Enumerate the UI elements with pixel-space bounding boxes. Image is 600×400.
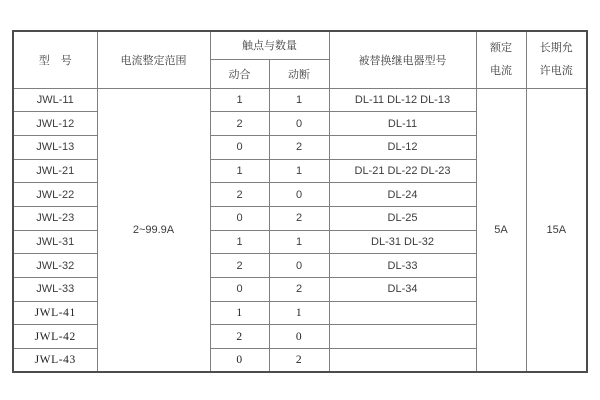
model-cell: JWL-32 xyxy=(13,254,97,278)
replaced-relay-model-cell: DL-24 xyxy=(329,183,476,207)
contact-nc-cell: 0 xyxy=(269,254,329,278)
replaced-relay-model-cell: DL-12 xyxy=(329,135,476,159)
header-long-term-current xyxy=(526,31,587,88)
model-cell: JWL-31 xyxy=(13,230,97,254)
table-row xyxy=(13,88,587,112)
header-replaced-relay-model: 被替换继电器型号 xyxy=(329,31,476,88)
replaced-relay-model-cell: DL-11 DL-12 DL-13 xyxy=(329,88,476,112)
contact-no-cell: 1 xyxy=(210,301,269,325)
table-body xyxy=(13,88,587,372)
contact-nc-cell: 0 xyxy=(269,183,329,207)
model-cell: JWL-13 xyxy=(13,135,97,159)
contact-nc-cell: 2 xyxy=(269,278,329,302)
contact-nc-cell: 2 xyxy=(269,135,329,159)
long-term-current-cell: 15A xyxy=(526,88,587,372)
header-long-term-current-line2: 许电流 xyxy=(539,64,573,77)
contact-no-cell: 0 xyxy=(210,206,269,230)
relay-spec-table-container xyxy=(12,30,588,373)
contact-nc-cell: 0 xyxy=(269,325,329,349)
header-contact-nc: 动断 xyxy=(269,59,329,88)
contact-nc-cell: 2 xyxy=(269,349,329,373)
header-long-term-current-line1: 长期允 xyxy=(539,41,573,54)
contact-no-cell: 0 xyxy=(210,135,269,159)
contact-no-cell: 2 xyxy=(210,254,269,278)
model-cell: JWL-21 xyxy=(13,159,97,183)
contact-nc-cell: 1 xyxy=(269,88,329,112)
header-rated-current-line2: 电流 xyxy=(490,64,512,77)
relay-spec-table xyxy=(12,30,588,373)
model-cell: JWL-33 xyxy=(13,278,97,302)
replaced-relay-model-cell: DL-34 xyxy=(329,278,476,302)
contact-no-cell: 1 xyxy=(210,159,269,183)
header-contacts-group: 触点与数量 xyxy=(210,31,329,59)
replaced-relay-model-cell: DL-21 DL-22 DL-23 xyxy=(329,159,476,183)
contact-nc-cell: 1 xyxy=(269,159,329,183)
table-header xyxy=(13,31,587,88)
rated-current-cell: 5A xyxy=(476,88,526,372)
model-cell: JWL-43 xyxy=(13,349,97,373)
replaced-relay-model-cell xyxy=(329,349,476,373)
current-setting-range-cell: 2~99.9A xyxy=(97,88,210,372)
header-contact-no: 动合 xyxy=(210,59,269,88)
replaced-relay-model-cell: DL-33 xyxy=(329,254,476,278)
model-cell: JWL-42 xyxy=(13,325,97,349)
header-rated-current xyxy=(476,31,526,88)
header-rated-current-line1: 额定 xyxy=(490,41,512,54)
model-cell: JWL-12 xyxy=(13,112,97,136)
contact-no-cell: 2 xyxy=(210,112,269,136)
model-cell: JWL-23 xyxy=(13,206,97,230)
replaced-relay-model-cell: DL-11 xyxy=(329,112,476,136)
contact-nc-cell: 0 xyxy=(269,112,329,136)
replaced-relay-model-cell: DL-25 xyxy=(329,206,476,230)
replaced-relay-model-cell xyxy=(329,325,476,349)
model-cell: JWL-41 xyxy=(13,301,97,325)
contact-no-cell: 0 xyxy=(210,349,269,373)
model-cell: JWL-11 xyxy=(13,88,97,112)
replaced-relay-model-cell: DL-31 DL-32 xyxy=(329,230,476,254)
model-cell: JWL-22 xyxy=(13,183,97,207)
contact-no-cell: 1 xyxy=(210,88,269,112)
contact-nc-cell: 1 xyxy=(269,230,329,254)
contact-no-cell: 0 xyxy=(210,278,269,302)
contact-nc-cell: 2 xyxy=(269,206,329,230)
replaced-relay-model-cell xyxy=(329,301,476,325)
contact-no-cell: 2 xyxy=(210,325,269,349)
header-model: 型 号 xyxy=(13,31,97,88)
header-current-setting-range: 电流整定范围 xyxy=(97,31,210,88)
contact-no-cell: 2 xyxy=(210,183,269,207)
contact-no-cell: 1 xyxy=(210,230,269,254)
contact-nc-cell: 1 xyxy=(269,301,329,325)
